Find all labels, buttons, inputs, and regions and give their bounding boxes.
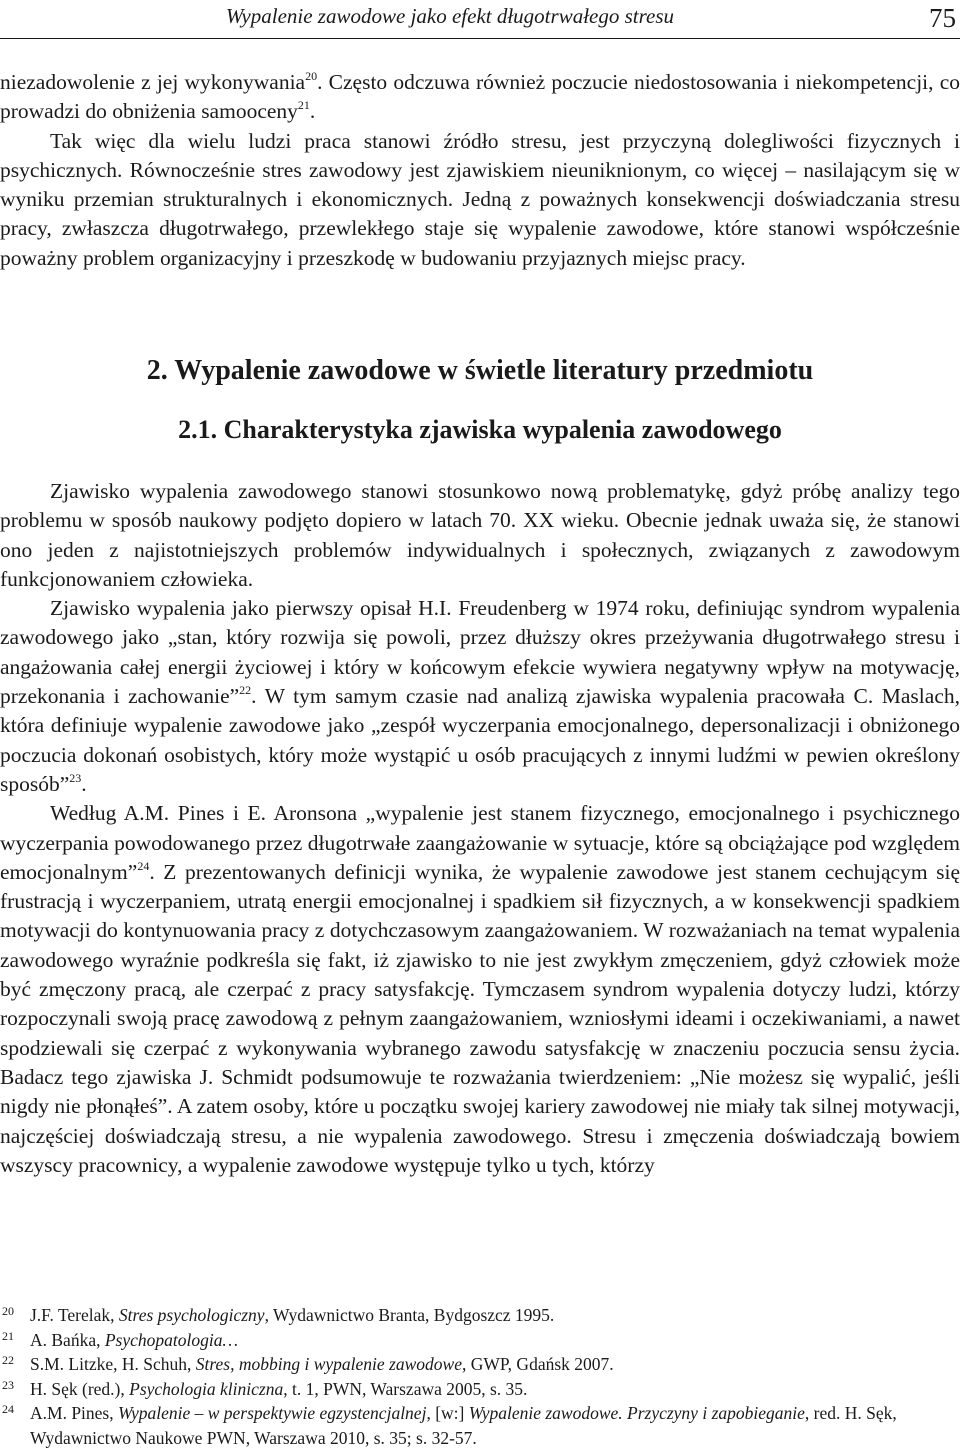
footnote-number: 24 [2,1402,14,1416]
running-header-title: Wypalenie zawodowe jako efekt długotrwałego stresu [225,4,674,28]
footnote-ref[interactable]: 24 [137,858,150,873]
footnote-ref[interactable]: 22 [239,683,252,698]
footnote-ref[interactable]: 21 [297,98,310,113]
footnote-ref[interactable]: 23 [69,770,82,785]
section-heading: 2. Wypalenie zawodowe w świetle literatury przedmiotu [146,355,814,386]
footnote: 22 S.M. Litzke, H. Schuh, Stres, mobbing i wypalenie zawodowe, GWP, Gdańsk 2007. [0,1352,960,1377]
footnote-number: 23 [2,1377,14,1392]
paragraph: Zjawisko wypalenia zawodowego stanowi stosunkowo nową problematykę, gdyż próbę analizy tego problemu w sposób naukowy podjęto dopiero w latach 70. XX wieku. Obecnie jednak uważa się, że stanowi ono jeden z najistotniejszych problemów indywidualnych i społecznych, związanych z zawodowym funkcjonowaniem człowieka. [0,479,960,591]
paragraph: Zjawisko wypalenia jako pierwszy opisał H.I. Freudenberg w 1974 roku, definiując syndrom wypalenia zawodowego jako „stan, który rozwija się powoli, przez dłuższy okres przeżywania długotrwałego stresu i angażowania całej energii życiowej i który w końcowym efekcie wywiera negatywny wpływ na motywację, przekonania i zachowanie”$^{22}$. W tym samym czasie nad analizą zjawiska wypalenia pracowała C. Maslach, która definiuje wypalenie zawodowe jako „zespół wyczerpania emocjonalnego, depersonalizacji i obniżonego poczucia dokonań osobistych, który może wystąpić u osób pracujących z innymi ludźmi w pewien określony sposób”$^{23}$. [0,596,960,796]
footnote-number: 22 [2,1353,14,1367]
paragraph: Według A.M. Pines i E. Aronsona „wypalenie jest stanem fizycznego, emocjonalnego i psychicznego wyczerpania powodowanego przez długotrwałe zaangażowanie w sytuacje, które są obciążające pod względem emocjonalnym”$^{24}$. Z prezentowanych definicji wynika, że wypalenie zawodowe jest stanem cechującym się frustracją i wyczerpaniem, utratą energii emocjonalnej i spadkiem sił fizycznych, a w konsekwencji spadkiem motywacji do kontynuowania pracy z dotychczasowym zaangażowaniem. W rozważaniach na temat wypalenia zawodowego wyraźnie podkreśla się fakt, iż zjawisko to nie jest zwykłym zmęczeniem, gdyż człowiek może być zmęczony pracą, ale czerpać z pracy satysfakcję. Tymczasem syndrom wypalenia dotyczy ludzi, którzy rozpoczynali swoją pracę zawodową z pełnym zaangażowaniem, wzniosłymi ideami i oczekiwaniami, a nawet spodziewali się czerpać z wykonywania wybranego zawodu satysfakcję w znaczeniu poczucia sensu życia. Badacz tego zjawiska J. Schmidt podsumowuje te rozważania twierdzeniem: „Nie możesz się wypalić, jeśli nigdy nie płonąłeś”. A zatem osoby, które u początku swojej kariery zawodowej nie miały tak silnej motywacji, najczęściej doświadczają stresu, a nie wypalenia zawodowego. Stresu i zmęczenia doświadczają bowiem wszyscy pracownicy, a wypalenie zawodowe występuje tylko u tych, którzy [0,801,960,1177]
page-number: 75 [929,3,956,33]
footnote-number: 20 [2,1304,14,1318]
footnote-ref[interactable]: 20 [305,69,318,83]
subsection-heading: 2.1. Charakterystyka zjawiska wypalenia zawodowego [178,415,782,444]
header-rule [0,38,960,39]
footnotes [0,1303,960,1450]
paragraph: Tak więc dla wielu ludzi praca stanowi źródło stresu, jest przyczyną dolegliwości fizycznych i psychicznych. Równocześnie stres zawodowy jest zjawiskiem nieuniknionym, co więcej – nasilającym się w wyniku przemian strukturalnych i ekonomicznych. Jedną z poważnych konsekwencji doświadczania stresu pracy, zwłaszcza długotrwałego, przewlekłego staje się wypalenie zawodowe, które stanowi współcześnie poważny problem organizacyjny i przeszkodę w budowaniu przyjaznych miejsc pracy. [0,128,960,270]
footnote: 24 A.M. Pines, Wypalenie – w perspektywie egzystencjalnej, [w:] Wypalenie zawodowe. Przyczyny i zapobieganie, red. H. Sęk, Wydawnictwo Naukowe PWN, Warszawa 2010, s. 35; s. 32-57. [0,1401,960,1450]
footnote: 21 A. Bańka, Psychopatologia… [0,1328,960,1353]
section-text [0,477,960,1180]
intro-text [0,68,960,273]
paragraph: niezadowolenie z jej wykonywania$^{20}$. Często odczuwa również poczucie niedostosowania i niekompetencji, co prowadzi do obniżenia samooceny$^{21}$. [0,69,960,124]
footnote: 20 J.F. Terelak, Stres psychologiczny, Wydawnictwo Branta, Bydgoszcz 1995. [0,1303,960,1328]
footnote: 23 H. Sęk (red.), Psychologia kliniczna, t. 1, PWN, Warszawa 2005, s. 35. [0,1377,960,1402]
running-header [0,0,960,40]
footnote-number: 21 [2,1328,14,1343]
